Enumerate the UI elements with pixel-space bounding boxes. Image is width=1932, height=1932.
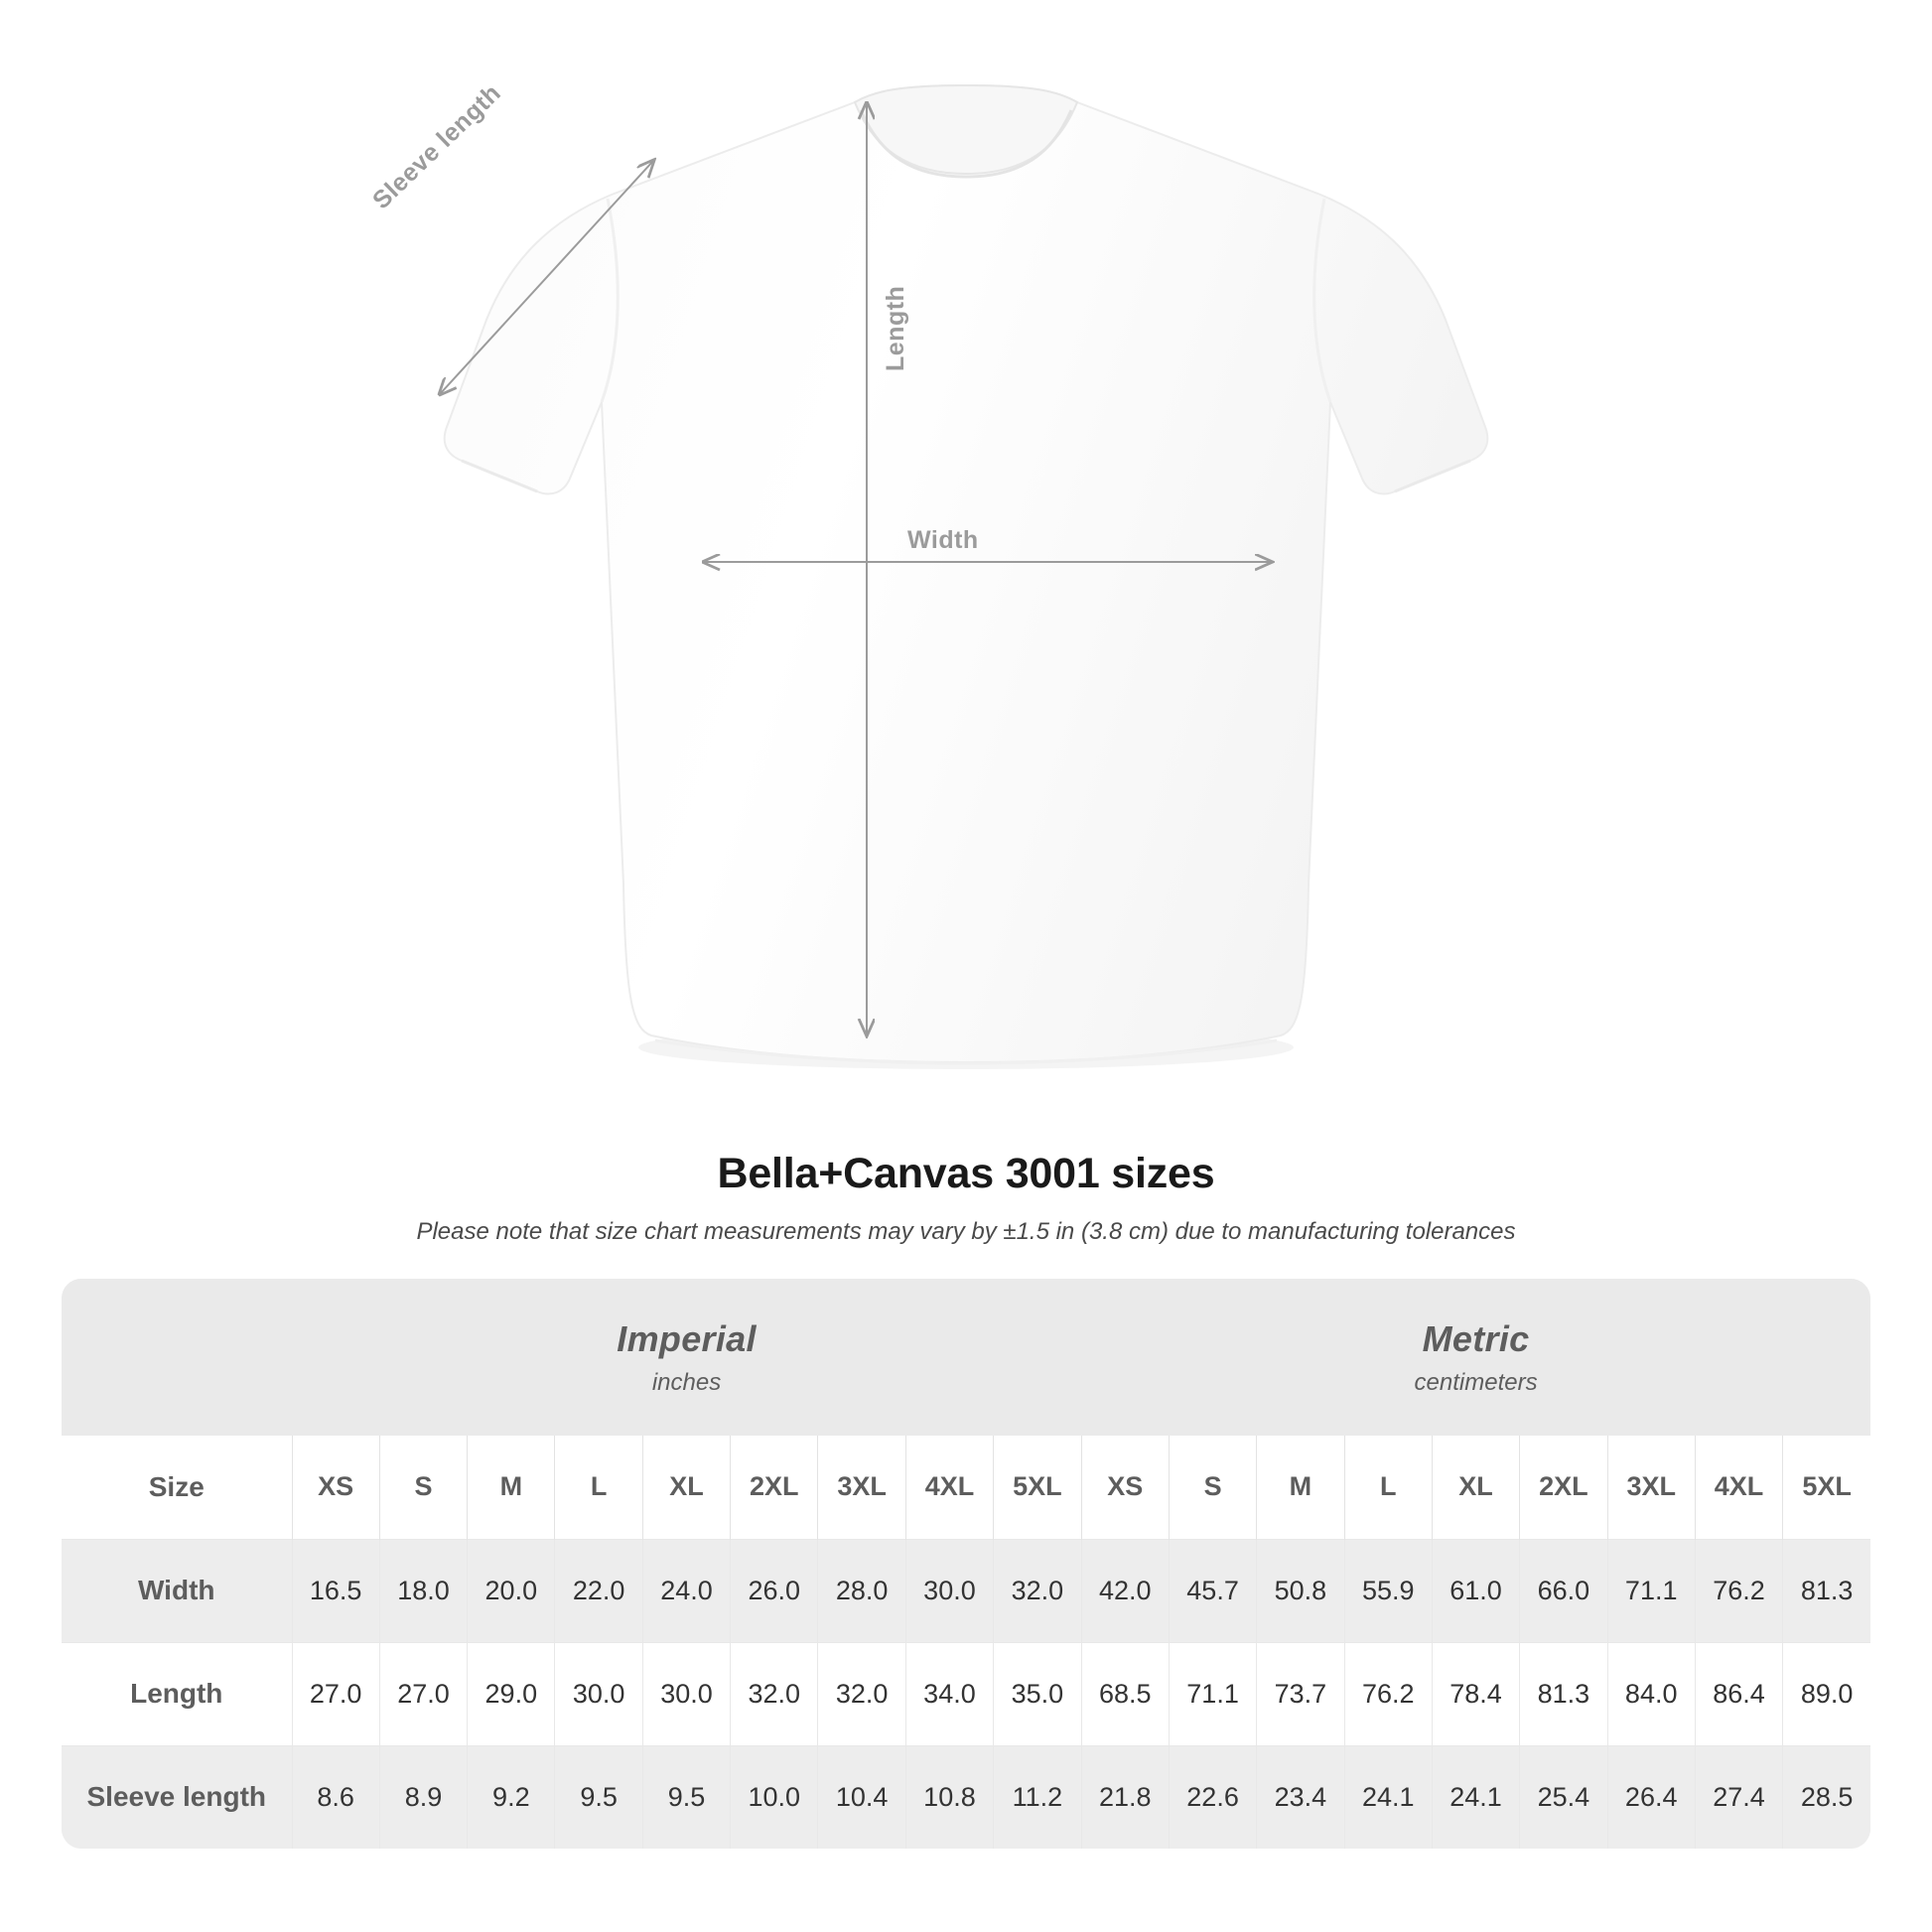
unit-group-metric [1081, 1279, 1870, 1436]
column-header: XS [292, 1436, 379, 1539]
measurement-cell: 24.1 [1344, 1745, 1432, 1849]
unit-group-sub: inches [651, 1368, 722, 1396]
measurement-cell: 30.0 [905, 1539, 993, 1642]
measurement-cell: 22.6 [1169, 1745, 1256, 1849]
measurement-cell: 50.8 [1257, 1539, 1344, 1642]
column-header: XL [642, 1436, 730, 1539]
column-header: XL [1432, 1436, 1519, 1539]
measurement-cell: 61.0 [1432, 1539, 1519, 1642]
title-block [0, 1150, 1932, 1246]
measurement-cell: 71.1 [1607, 1539, 1695, 1642]
unit-row-spacer [62, 1279, 292, 1436]
column-header: 2XL [1520, 1436, 1607, 1539]
measurement-cell: 86.4 [1695, 1642, 1782, 1745]
measurement-cell: 9.2 [468, 1745, 555, 1849]
measurement-cell: 76.2 [1695, 1539, 1782, 1642]
row-label: Sleeve length [62, 1745, 292, 1849]
measurement-cell: 76.2 [1344, 1642, 1432, 1745]
column-header-row [62, 1436, 1870, 1539]
column-header: 3XL [818, 1436, 905, 1539]
column-header: L [1344, 1436, 1432, 1539]
unit-group-name: Imperial [617, 1317, 757, 1359]
measurement-cell: 81.3 [1783, 1539, 1870, 1642]
measurement-cell: 26.4 [1607, 1745, 1695, 1849]
length-label: Length [882, 285, 909, 371]
measurement-cell: 71.1 [1169, 1642, 1256, 1745]
row-header-label: Size [62, 1436, 292, 1539]
measurement-cell: 29.0 [468, 1642, 555, 1745]
measurement-cell: 8.6 [292, 1745, 379, 1849]
table-row [62, 1539, 1870, 1642]
measurement-cell: 22.0 [555, 1539, 642, 1642]
measurement-cell: 25.4 [1520, 1745, 1607, 1849]
measurement-cell: 45.7 [1169, 1539, 1256, 1642]
column-header: 3XL [1607, 1436, 1695, 1539]
page-title: Bella+Canvas 3001 sizes [717, 1150, 1215, 1197]
measurement-cell: 32.0 [994, 1539, 1081, 1642]
unit-group-row [62, 1279, 1870, 1436]
measurement-cell: 30.0 [642, 1642, 730, 1745]
size-table [62, 1279, 1870, 1849]
measurement-cell: 89.0 [1783, 1642, 1870, 1745]
column-header: 5XL [1783, 1436, 1870, 1539]
measurement-cell: 32.0 [818, 1642, 905, 1745]
measurement-cell: 24.0 [642, 1539, 730, 1642]
measurement-cell: 55.9 [1344, 1539, 1432, 1642]
width-label: Width [907, 526, 979, 554]
measurement-cell: 10.8 [905, 1745, 993, 1849]
column-header: S [379, 1436, 467, 1539]
measurement-cell: 24.1 [1432, 1745, 1519, 1849]
measurement-cell: 26.0 [731, 1539, 818, 1642]
measurement-cell: 34.0 [905, 1642, 993, 1745]
measurement-cell: 18.0 [379, 1539, 467, 1642]
measurement-cell: 27.0 [379, 1642, 467, 1745]
unit-group-imperial [292, 1279, 1081, 1436]
measurement-cell: 9.5 [642, 1745, 730, 1849]
column-header: S [1169, 1436, 1256, 1539]
measurement-cell: 81.3 [1520, 1642, 1607, 1745]
sleeve-length-label: Sleeve length [367, 78, 507, 215]
measurement-cell: 84.0 [1607, 1642, 1695, 1745]
measurement-cell: 9.5 [555, 1745, 642, 1849]
measurement-cell: 42.0 [1081, 1539, 1169, 1642]
size-table-wrapper [62, 1279, 1870, 1849]
measurement-cell: 8.9 [379, 1745, 467, 1849]
unit-group-sub: centimeters [1414, 1368, 1538, 1396]
measurement-cell: 16.5 [292, 1539, 379, 1642]
row-label: Length [62, 1642, 292, 1745]
tolerance-note: Please note that size chart measurements may vary by ±1.5 in (3.8 cm) due to manufacturing tolerances [416, 1218, 1516, 1245]
column-header: 2XL [731, 1436, 818, 1539]
measurement-cell: 11.2 [994, 1745, 1081, 1849]
measurement-cell: 73.7 [1257, 1642, 1344, 1745]
measurement-cell: 20.0 [468, 1539, 555, 1642]
table-row [62, 1642, 1870, 1745]
measurement-cell: 68.5 [1081, 1642, 1169, 1745]
unit-group-name: Metric [1422, 1317, 1530, 1359]
column-header: 4XL [905, 1436, 993, 1539]
column-header: 5XL [994, 1436, 1081, 1539]
row-label: Width [62, 1539, 292, 1642]
measurement-cell: 23.4 [1257, 1745, 1344, 1849]
measurement-cell: 10.4 [818, 1745, 905, 1849]
column-header: M [1257, 1436, 1344, 1539]
column-header: L [555, 1436, 642, 1539]
measurement-cell: 35.0 [994, 1642, 1081, 1745]
measurement-cell: 30.0 [555, 1642, 642, 1745]
measurement-cell: 66.0 [1520, 1539, 1607, 1642]
measurement-cell: 10.0 [731, 1745, 818, 1849]
column-header: XS [1081, 1436, 1169, 1539]
measurement-cell: 27.0 [292, 1642, 379, 1745]
measurement-cell: 21.8 [1081, 1745, 1169, 1849]
measurement-cell: 32.0 [731, 1642, 818, 1745]
column-header: M [468, 1436, 555, 1539]
measurement-cell: 28.5 [1783, 1745, 1870, 1849]
table-row [62, 1745, 1870, 1849]
measurement-cell: 27.4 [1695, 1745, 1782, 1849]
tshirt-body [445, 85, 1488, 1062]
column-header: 4XL [1695, 1436, 1782, 1539]
measurement-cell: 28.0 [818, 1539, 905, 1642]
measurement-cell: 78.4 [1432, 1642, 1519, 1745]
